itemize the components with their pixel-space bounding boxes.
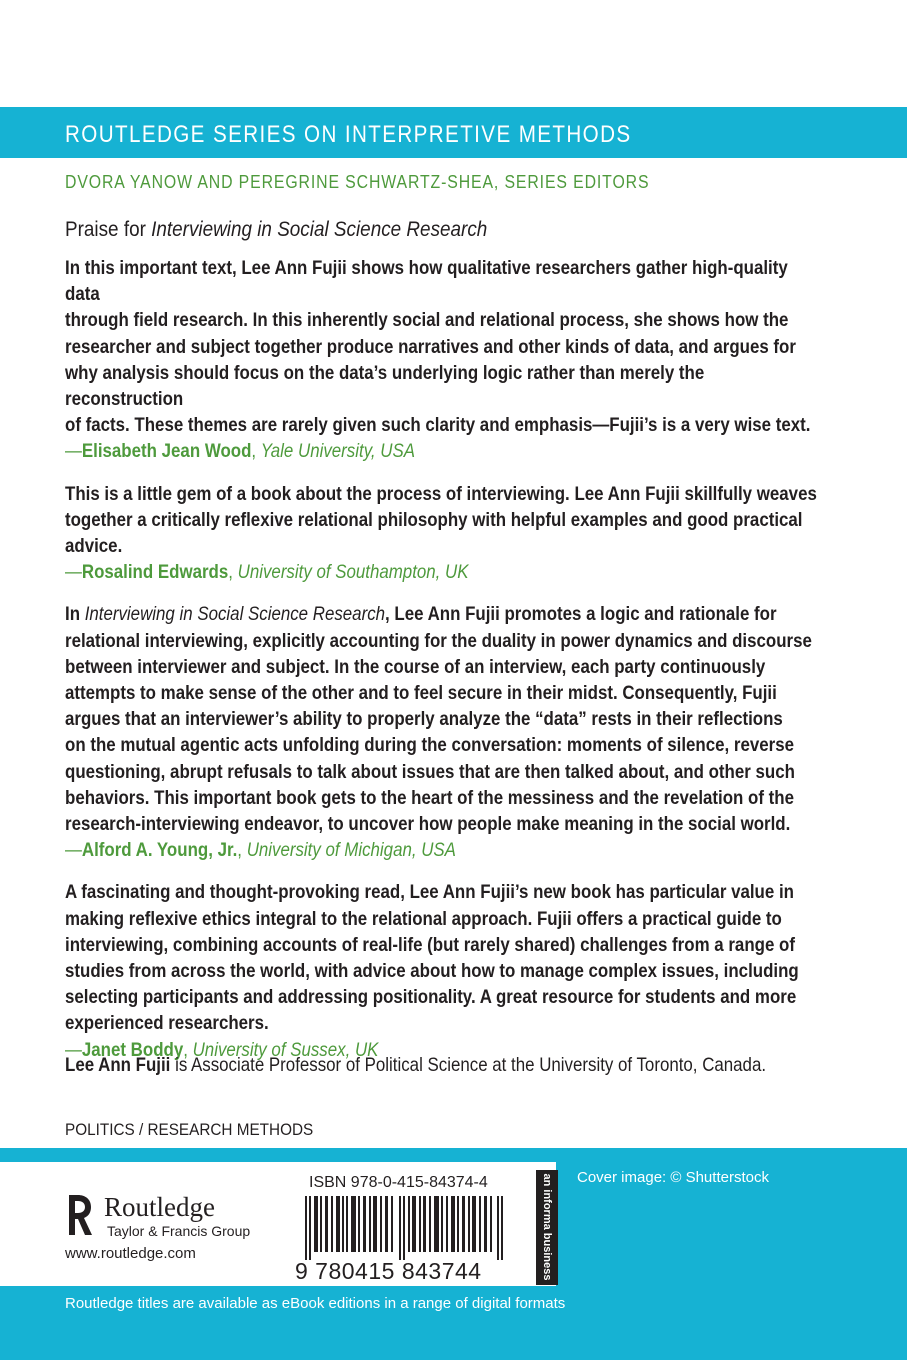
series-title: ROUTLEDGE SERIES ON INTERPRETIVE METHODS [65, 121, 632, 148]
series-editors: DVORA YANOW AND PEREGRINE SCHWARTZ-SHEA, SERIES EDITORS [65, 172, 650, 192]
reviewer-affiliation: University of Southampton, UK [237, 562, 469, 584]
author-name: Lee Ann Fujii [65, 1055, 171, 1076]
cover-credit: Cover image: © Shutterstock [577, 1169, 769, 1186]
publisher-website[interactable]: www.routledge.com [65, 1245, 196, 1262]
review-attribution: —Alford A. Young, Jr., University of Michigan, USA [65, 840, 456, 862]
reviewer-affiliation: University of Michigan, USA [246, 840, 456, 862]
review-text: This is a little gem of a book about the process of interviewing. Lee Ann Fujii skillfully weaves together a critically reflexive relational philosophy with helpful examples and good practical advice. [65, 483, 817, 558]
review-wood [65, 256, 827, 466]
reviewer-name: Rosalind Edwards [81, 562, 229, 584]
reviewer-name: Alford A. Young, Jr. [81, 840, 238, 862]
barcode-icon [305, 1196, 505, 1260]
book-title: Interviewing in Social Science Research [151, 218, 488, 241]
reviews-section [65, 256, 827, 1080]
reviewer-affiliation: University of Sussex, UK [192, 1039, 379, 1061]
informa-label: an informa business [541, 1173, 553, 1281]
review-young [65, 602, 827, 864]
review-attribution: —Janet Boddy, University of Sussex, UK [65, 1039, 379, 1061]
publisher-name: Routledge [104, 1192, 215, 1222]
barcode-digits: 9 780415 843744 [295, 1258, 482, 1284]
review-attribution: —Rosalind Edwards, University of Southampton, UK [65, 562, 469, 584]
review-text: In Interviewing in Social Science Research, Lee Ann Fujii promotes a logic and rationale for relational interviewing, explicitly accounting for the duality in power dynamics and discourse between interviewer and subject. In the course of an interview, each party continuously attempts to make sense of the other and to feel secure in their midst. Consequently, Fujii argues that an interviewer’s ability to properly analyze the “data” rests in their reflections on the mutual agentic acts unfolding during the conversation: moments of silence, reverse questioning, abrupt refusals to talk about issues that are then talked about, and other such behaviors. This important book gets to the heart of the messiness and the revelation of the research-interviewing endeavor, to uncover how people make meaning in the social world. [65, 604, 812, 836]
subject-category: POLITICS / RESEARCH METHODS [65, 1120, 314, 1139]
reviewer-name: Elisabeth Jean Wood [81, 441, 252, 463]
review-text: A fascinating and thought-provoking read, Lee Ann Fujii’s new book has particular value in making reflexive ethics integral to the relational approach. Fujii offers a practical guide to interviewing, combining accounts of real-life (but rarely shared) challenges from a range of studies from across the world, with advice about how to manage complex issues, including selecting participants and addressing positionality. A great resource for students and more experienced researchers. [65, 882, 799, 1035]
routledge-logo-icon [65, 1191, 95, 1239]
reviewer-affiliation: Yale University, USA [260, 441, 415, 463]
author-bio: Lee Ann Fujii is Associate Professor of Political Science at the University of Toronto, Canada. [65, 1055, 767, 1076]
praise-heading [65, 218, 487, 242]
reviewer-name: Janet Boddy [81, 1039, 184, 1061]
ebook-note: Routledge titles are available as eBook editions in a range of digital formats [65, 1295, 566, 1312]
review-boddy [65, 880, 827, 1063]
publisher-group: Taylor & Francis Group [107, 1223, 251, 1239]
review-edwards [65, 482, 827, 587]
review-text: In this important text, Lee Ann Fujii shows how qualitative researchers gather high-quality data through field research. In this inherently social and relational process, she shows how the researcher and subject together produce narratives and other kinds of data, and argues for why analysis should focus on the data’s underlying logic rather than merely the reconstruction of facts. These themes are rarely given such clarity and emphasis—Fujii’s is a very wise text. [65, 258, 811, 437]
praise-prefix: Praise for [65, 218, 152, 241]
isbn-number: ISBN 978-0-415-84374-4 [309, 1174, 488, 1191]
review-attribution: —Elisabeth Jean Wood, Yale University, USA [65, 441, 415, 463]
